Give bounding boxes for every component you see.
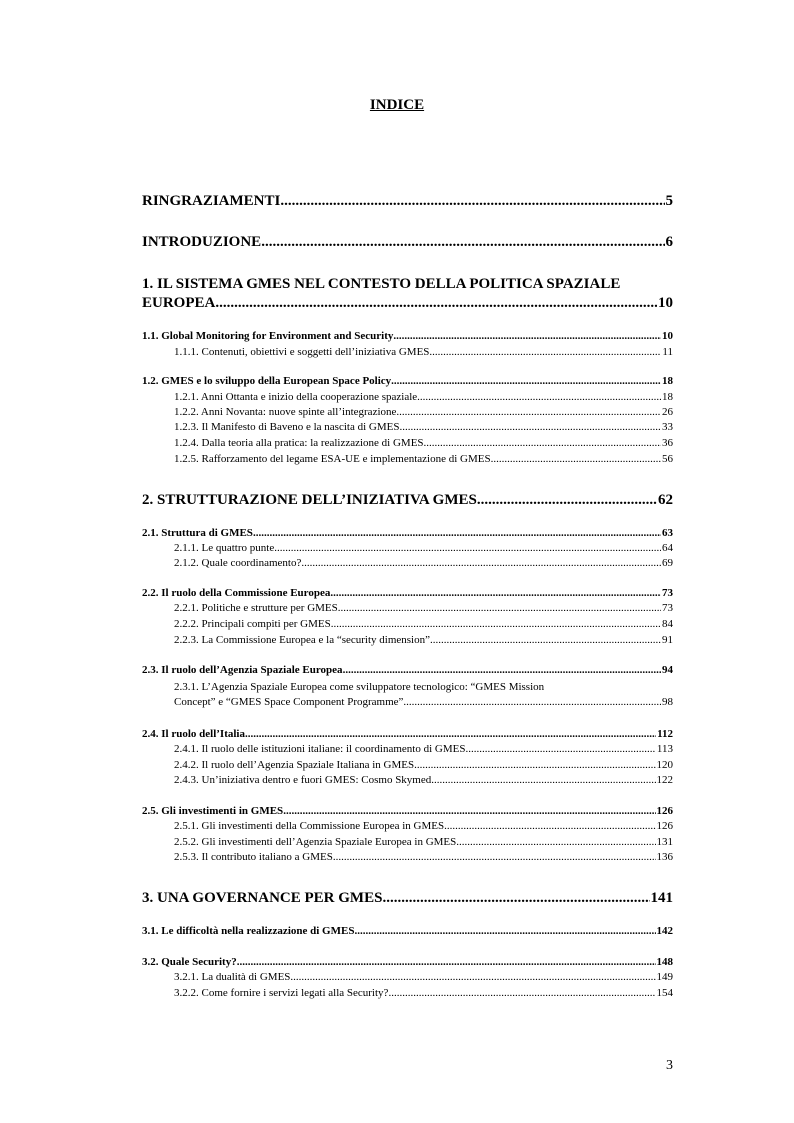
toc-entry[interactable]	[142, 345, 673, 360]
dot-leader	[424, 436, 661, 451]
toc-entry-label: 2. STRUTTURAZIONE DELL’INIZIATIVA GMES	[142, 492, 477, 508]
toc-entry-page: 69	[662, 557, 673, 569]
dot-leader	[330, 586, 661, 601]
dot-leader	[261, 233, 664, 252]
toc-entry-page: 122	[656, 774, 673, 786]
toc-entry[interactable]	[142, 491, 673, 510]
toc-entry-page: 26	[662, 406, 673, 418]
dot-leader	[429, 345, 661, 360]
toc-entry-label: 2.4.1. Il ruolo delle istituzioni italiane: il coordinamento di GMES	[174, 743, 466, 755]
toc-entry[interactable]	[142, 835, 673, 850]
toc-entry[interactable]	[142, 541, 673, 556]
toc-entry-page: 56	[662, 453, 673, 465]
toc-entry[interactable]	[142, 374, 673, 389]
toc-entry[interactable]	[142, 405, 673, 420]
dot-leader	[283, 804, 655, 819]
toc-entry-page: 149	[656, 971, 673, 983]
dot-leader	[333, 850, 656, 865]
toc-entry-label: 2.4.3. Un’iniziativa dentro e fuori GMES: Cosmo Skymed	[174, 774, 432, 786]
dot-leader	[430, 633, 661, 648]
toc-entry[interactable]	[142, 452, 673, 467]
dot-leader	[444, 819, 655, 834]
toc-entry-page: 18	[662, 391, 673, 403]
dot-leader	[491, 452, 661, 467]
toc-entry[interactable]	[142, 758, 673, 773]
dot-leader	[431, 773, 655, 788]
toc-entry-page: 126	[656, 805, 673, 817]
toc-entry-page: 6	[665, 234, 673, 250]
dot-leader	[456, 835, 655, 850]
toc-entry-label: 2.2. Il ruolo della Commissione Europea	[142, 587, 331, 599]
page-number: 3	[666, 1058, 673, 1073]
toc-entry-page: 98	[662, 696, 673, 708]
dot-leader	[393, 329, 661, 344]
toc-entry-page: 62	[658, 492, 673, 508]
toc-entry-page: 141	[650, 890, 673, 906]
toc-entry[interactable]	[142, 986, 673, 1001]
dot-leader	[417, 390, 661, 405]
toc-entry-label: 1.2.3. Il Manifesto di Baveno e la nascita di GMES	[174, 421, 400, 433]
toc-entry-label: 2.1.2. Quale coordinamento?	[174, 557, 302, 569]
dot-leader	[354, 924, 655, 939]
toc-entry-page: 33	[662, 421, 673, 433]
toc-entry-label: 1.2.2. Anni Novanta: nuove spinte all’integrazione	[174, 406, 397, 418]
toc-entry[interactable]	[142, 390, 673, 405]
toc-entry-label: EUROPEA	[142, 295, 216, 311]
toc-entry[interactable]	[142, 742, 673, 757]
dot-leader	[331, 617, 661, 632]
dot-leader	[237, 955, 656, 970]
toc-entry[interactable]	[142, 436, 673, 451]
toc-entry-label: 2.5.2. Gli investimenti dell’Agenzia Spaziale Europea in GMES	[174, 836, 457, 848]
toc-entry-label: 3.2. Quale Security?	[142, 956, 237, 968]
dot-leader	[280, 192, 664, 211]
dot-leader	[388, 986, 655, 1001]
dot-leader	[338, 601, 661, 616]
toc-entry-page: 142	[656, 925, 673, 937]
toc-entry-page: 10	[662, 330, 673, 342]
toc-entry-page: 84	[662, 618, 673, 630]
toc-entry-page: 18	[662, 375, 673, 387]
toc-entry[interactable]	[142, 329, 673, 344]
toc-entry-label: 2.5. Gli investimenti in GMES	[142, 805, 284, 817]
toc-entry-page: 91	[662, 634, 673, 646]
toc-entry[interactable]	[142, 804, 673, 819]
toc-entry-label: INTRODUZIONE	[142, 234, 262, 250]
toc-entry-page: 5	[665, 193, 673, 209]
toc-entry-page: 73	[662, 587, 673, 599]
dot-leader	[403, 695, 661, 710]
toc-entry-label: 2.3. Il ruolo dell’Agenzia Spaziale Europea	[142, 664, 343, 676]
toc-entry-label-line1: 1. IL SISTEMA GMES NEL CONTESTO DELLA POLITICA SPAZIALE	[142, 276, 621, 292]
toc-entry-page: 64	[662, 542, 673, 554]
toc-entry[interactable]	[142, 850, 673, 865]
dot-leader	[253, 526, 661, 541]
toc-entry[interactable]	[142, 633, 673, 648]
toc-entry-page: 113	[656, 743, 673, 755]
toc-entry-page: 136	[656, 851, 673, 863]
dot-leader	[290, 970, 655, 985]
toc-entry-page: 73	[662, 602, 673, 614]
toc-entry[interactable]	[142, 663, 673, 678]
toc-entry-page: 131	[656, 836, 673, 848]
toc-entry-label: 1.2.1. Anni Ottanta e inizio della cooperazione spaziale	[174, 391, 418, 403]
toc-entry-label: RINGRAZIAMENTI	[142, 193, 281, 209]
toc-entry-label: 2.2.3. La Commissione Europea e la “security dimension”	[174, 634, 430, 646]
toc-entry-label: 3. UNA GOVERNANCE PER GMES	[142, 890, 383, 906]
dot-leader	[301, 556, 661, 571]
toc-entry[interactable]	[142, 526, 673, 541]
toc-entry-label: 2.5.3. Il contributo italiano a GMES	[174, 851, 333, 863]
toc-entry-label: 2.1.1. Le quattro punte	[174, 542, 275, 554]
toc-entry-page: 154	[656, 987, 673, 999]
toc-entry-label: 1.1. Global Monitoring for Environment and Security	[142, 330, 394, 342]
toc-entry[interactable]	[142, 586, 673, 601]
toc-entry-label: 2.4. Il ruolo dell’Italia	[142, 728, 245, 740]
dot-leader	[399, 420, 661, 435]
toc-entry[interactable]	[142, 727, 673, 742]
toc-entry-label: 2.4.2. Il ruolo dell’Agenzia Spaziale Italiana in GMES	[174, 759, 415, 771]
toc-entry[interactable]	[142, 617, 673, 632]
dot-leader	[245, 727, 656, 742]
toc-entry-label: 1.2. GMES e lo sviluppo della European Space Policy	[142, 375, 392, 387]
toc-entry-page: 10	[658, 295, 673, 311]
toc-entry[interactable]	[142, 680, 673, 712]
toc-entry-label: 2.1. Struttura di GMES	[142, 527, 253, 539]
dot-leader	[465, 742, 655, 757]
dot-leader	[382, 889, 649, 908]
toc-entry[interactable]	[142, 420, 673, 435]
toc-entry-page: 126	[656, 820, 673, 832]
dot-leader	[477, 491, 657, 510]
toc-entry[interactable]	[142, 819, 673, 834]
page-title: INDICE	[369, 97, 425, 113]
toc-entry-label: Concept” e “GMES Space Component Programme”	[174, 696, 404, 708]
toc-entry[interactable]	[142, 970, 673, 985]
dot-leader	[343, 663, 661, 678]
toc-entry-label: 3.1. Le difficoltà nella realizzazione di GMES	[142, 925, 355, 937]
dot-leader	[274, 541, 661, 556]
toc-entry[interactable]	[142, 601, 673, 616]
toc-entry-page: 11	[662, 346, 673, 358]
toc-entry[interactable]	[142, 275, 673, 315]
toc-entry-label: 1.2.5. Rafforzamento del legame ESA-UE e implementazione di GMES	[174, 453, 491, 465]
toc-entry-label: 1.1.1. Contenuti, obiettivi e soggetti dell’iniziativa GMES	[174, 346, 430, 358]
toc-entry[interactable]	[142, 889, 673, 908]
toc-entry-label: 2.5.1. Gli investimenti della Commissione Europea in GMES	[174, 820, 445, 832]
toc-entry[interactable]	[142, 556, 673, 571]
toc-entry-page: 94	[662, 664, 673, 676]
dot-leader	[215, 294, 657, 313]
toc-entry[interactable]	[142, 192, 673, 211]
toc-entry-label-line1: 2.3.1. L’Agenzia Spaziale Europea come sviluppatore tecnologico: “GMES Mission	[174, 681, 545, 693]
toc-entry-label: 2.2.2. Principali compiti per GMES	[174, 618, 331, 630]
toc-entry-label: 2.2.1. Politiche e strutture per GMES	[174, 602, 338, 614]
toc-entry-page: 120	[656, 759, 673, 771]
dot-leader	[396, 405, 661, 420]
toc-entry-page: 63	[662, 527, 673, 539]
toc-entry[interactable]	[142, 233, 673, 252]
toc-entry-label: 3.2.2. Come fornire i servizi legati alla Security?	[174, 987, 389, 999]
toc-entry-page: 36	[662, 437, 673, 449]
toc-entry-page: 148	[656, 956, 673, 968]
toc-entry[interactable]	[142, 773, 673, 788]
dot-leader	[414, 758, 655, 773]
toc-entry-page: 112	[657, 728, 673, 740]
toc-entry[interactable]	[142, 955, 673, 970]
toc-entry-label: 3.2.1. La dualità di GMES	[174, 971, 291, 983]
dot-leader	[391, 374, 661, 389]
toc-entry-label: 1.2.4. Dalla teoria alla pratica: la realizzazione di GMES	[174, 437, 424, 449]
toc-entry[interactable]	[142, 924, 673, 939]
